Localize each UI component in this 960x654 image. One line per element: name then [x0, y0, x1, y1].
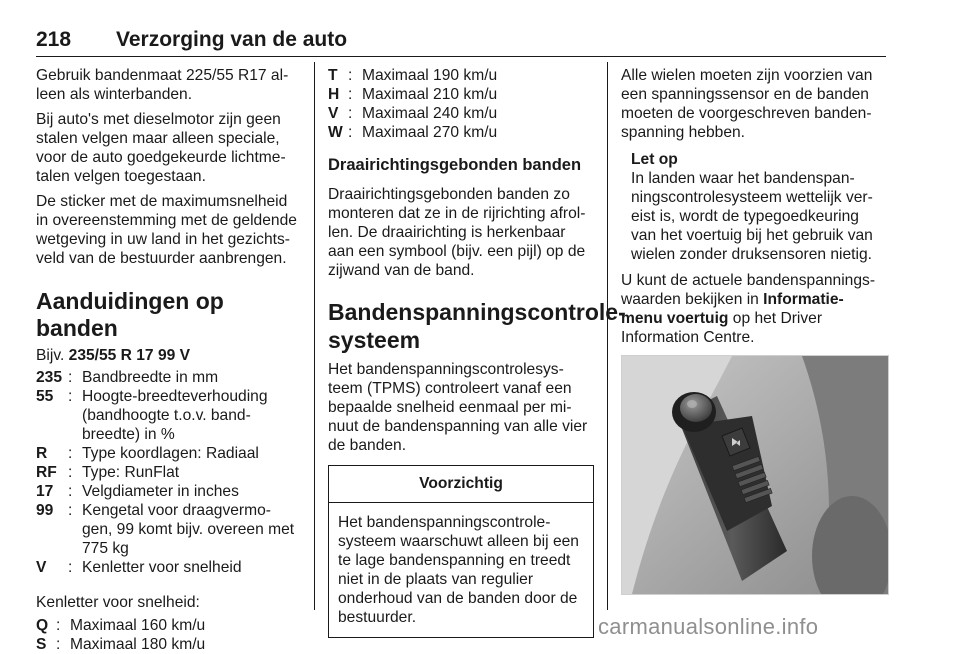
- page-title: Verzorging van de auto: [116, 28, 348, 51]
- column-3: [621, 66, 887, 397]
- heading-directional-tires: Draairichtingsgebonden banden: [328, 156, 582, 174]
- heading-tire-markings: Aanduidingen op banden: [36, 288, 224, 341]
- column-2: [328, 66, 626, 638]
- caution-box: [328, 465, 594, 638]
- lever-photo: [621, 355, 889, 595]
- paragraph-speed-sticker: De sticker met de maximumsnelheid in overeenstemming met de geldende wetgeving in uw land in het gezichts-veld van de bestuurder aanbrengen.: [36, 193, 297, 267]
- column-divider-1: [314, 62, 315, 610]
- paragraph-tire-size: Gebruik bandenmaat 225/55 R17 al-leen als winterbanden.: [36, 67, 289, 103]
- note-text: In landen waar het bandenspan-ningscontrolesysteem wettelijk ver-eist is, wordt de typegoedkeuring van het voertuig bij het gebruik van wielen zonder druksensoren nietig.: [631, 170, 873, 263]
- definition-item: 235 : Bandbreedte in mm: [36, 369, 219, 386]
- paragraph-sensors: Alle wielen moeten zijn voorzien van een spanningssensor en de banden moeten de voorgeschreven banden-spanning hebben.: [621, 67, 873, 141]
- heading-tpms: Bandenspanningscontrole-systeem: [328, 299, 626, 353]
- definition-item: RF : Type: RunFlat: [36, 464, 180, 481]
- column-divider-2: [607, 62, 608, 610]
- note-title: Let op: [631, 151, 678, 168]
- column-1: [36, 66, 298, 654]
- speed-item: S : Maximaal 180 km/u: [36, 636, 206, 653]
- speed-item: W : Maximaal 270 km/u: [328, 124, 498, 141]
- definition-item: V : Kenletter voor snelheid: [36, 559, 242, 576]
- speed-letter-list: [36, 616, 298, 654]
- paragraph-diesel-rims: Bij auto's met dieselmotor zijn geen stalen velgen maar alleen speciale, voor de auto goedgekeurde lichtme-talen velgen toegestaan.: [36, 111, 286, 185]
- paragraph-directional-tires: Draairichtingsgebonden banden zo monteren dat ze in de rijrichting afrol-len. De draairichting is herkenbaar aan een symbool (bijv. een pijl) op de zijwand van de band.: [328, 186, 586, 279]
- menu-name: Informatie- menu voertuig: [621, 291, 844, 327]
- speed-item: V : Maximaal 240 km/u: [328, 105, 498, 122]
- paragraph-dic-menu: U kunt de actuele bandenspannings-waarden bekijken in Informatie- menu voertuig op het Driver Information Centre.: [621, 272, 876, 346]
- page-header: [36, 26, 886, 57]
- definition-item: 17 : Velgdiameter in inches: [36, 483, 239, 500]
- page-number: 218: [36, 28, 72, 51]
- watermark: carmanualsonline.info: [598, 614, 819, 639]
- definition-item: 99 : Kengetal voor draagvermo-gen, 99 komt bijv. overeen met 775 kg: [36, 502, 295, 557]
- tire-code: 235/55 R 17 99 V: [68, 347, 191, 364]
- paragraph-tpms: Het bandenspanningscontrolesys-teem (TPMS) controleert vanaf een bepaalde snelheid eenmaal per mi-nuut de bandenspanning van alle vier de banden.: [328, 361, 588, 454]
- speed-letter-list-continued: [328, 66, 594, 142]
- definition-item: 55 : Hoogte-breedteverhouding (bandhoogte t.o.v. band-breedte) in %: [36, 388, 268, 443]
- note-box: [621, 150, 887, 264]
- caution-title: Voorzichtig: [329, 466, 593, 503]
- definition-item: R : Type koordlagen: Radiaal: [36, 445, 259, 462]
- tire-code-example: Bijv. 235/55 R 17 99 V: [36, 347, 191, 364]
- caution-text: Het bandenspanningscontrole-systeem waarschuwt alleen bij een te lage bandenspanning en treedt niet in de plaats van regulier onderhoud van de banden door de bestuurder.: [338, 514, 579, 626]
- tire-code-definitions: [36, 368, 298, 577]
- turn-signal-lever-image: [622, 356, 888, 594]
- speed-item: T : Maximaal 190 km/u: [328, 67, 498, 84]
- speed-letter-intro: Kenletter voor snelheid:: [36, 594, 200, 611]
- speed-item: H : Maximaal 210 km/u: [328, 86, 498, 103]
- speed-item: Q : Maximaal 160 km/u: [36, 617, 206, 634]
